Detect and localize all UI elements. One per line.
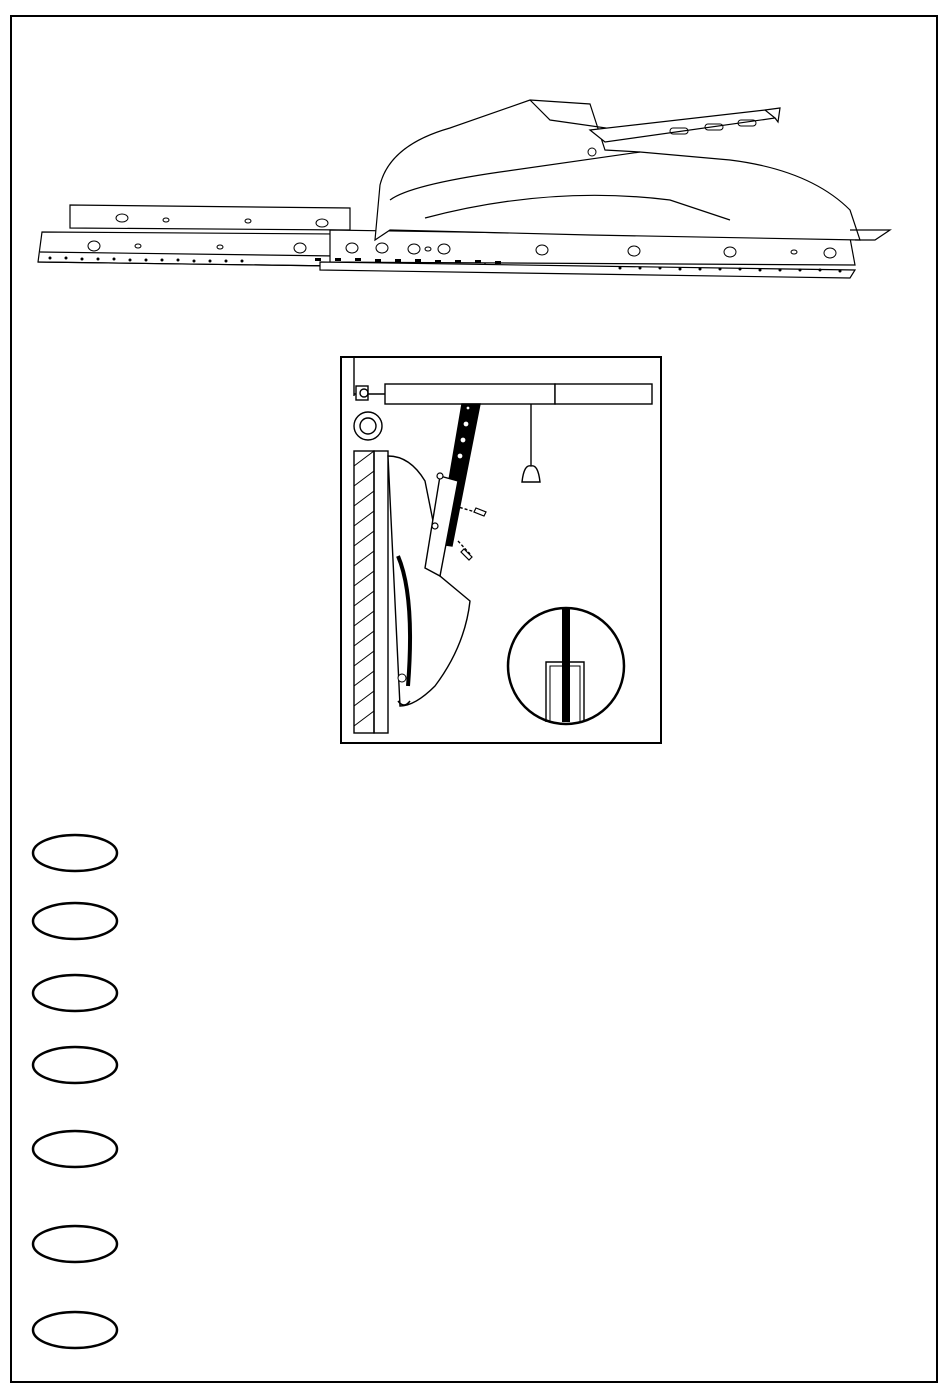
door-arm-detail-illustration (340, 356, 662, 744)
opener-rail-illustration (30, 90, 900, 290)
